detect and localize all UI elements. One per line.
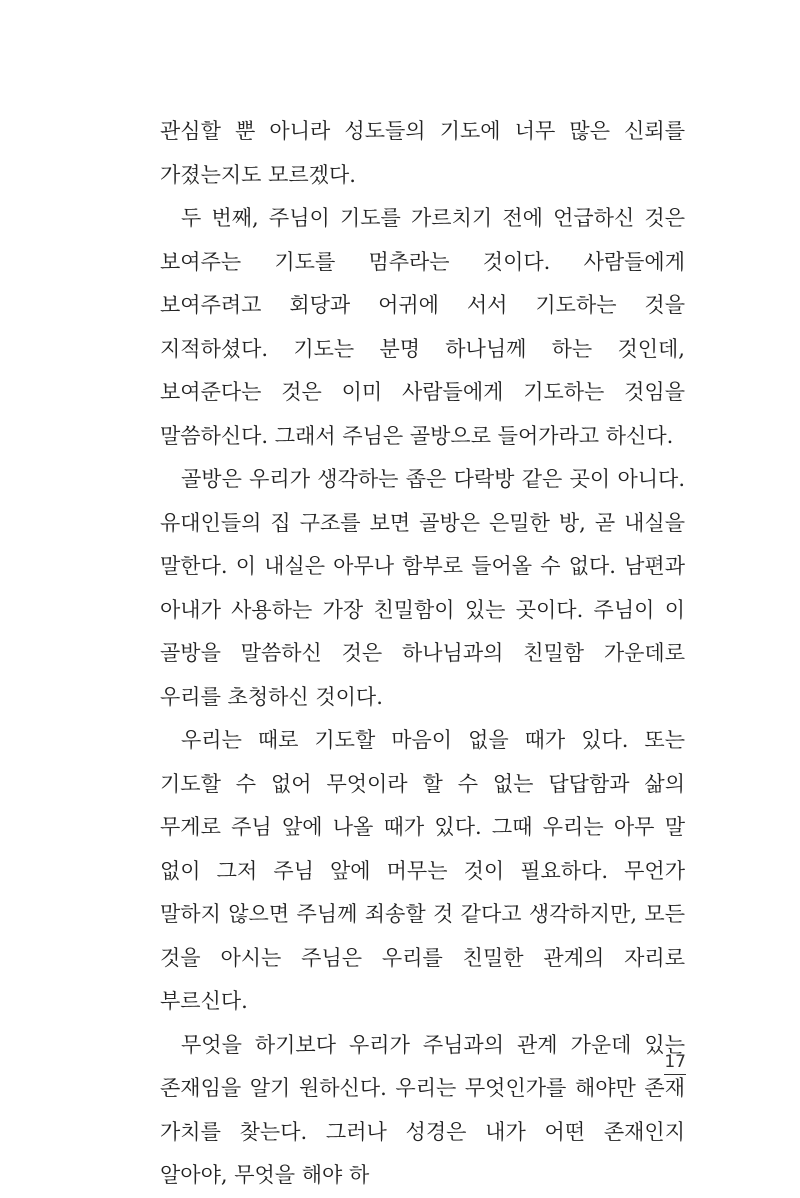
paragraph-2: 두 번째, 주님이 기도를 가르치기 전에 언급하신 것은 보여주는 기도를 멈추라는 것이다. 사람들에게 보여주려고 회당과 어귀에 서서 기도하는 것을 지적하셨다. 기도는 분명 하나님께 하는 것인데, 보여준다는 것은 이미 사람들에게 기도하는 것임을 말씀하신다. 그래서 주님은 골방으로 들어가라고 하신다.: [160, 206, 685, 448]
page-number-label: 17: [664, 1052, 686, 1075]
paragraph-3: 골방은 우리가 생각하는 좁은 다락방 같은 곳이 아니다. 유대인들의 집 구조를 보면 골방은 은밀한 방, 곧 내실을 말한다. 이 내실은 아무나 함부로 들어올 수 없다. 남편과 아내가 사용하는 가장 친밀함이 있는 곳이다. 주님이 이 골방을 말씀하신 것은 하나님과의 친밀함 가운데로 우리를 초청하신 것이다.: [160, 467, 685, 709]
body-text: [160, 110, 685, 1198]
paragraph-4: 우리는 때로 기도할 마음이 없을 때가 있다. 또는 기도할 수 없어 무엇이라 할 수 없는 답답함과 삶의 무게로 주님 앞에 나올 때가 있다. 그때 우리는 아무 말 없이 그저 주님 앞에 머무는 것이 필요하다. 무언가 말하지 않으면 주님께 죄송할 것 같다고 생각하지만, 모든 것을 아시는 주님은 우리를 친밀한 관계의 자리로 부르신다.: [160, 728, 685, 1013]
paragraph-1: 관심할 뿐 아니라 성도들의 기도에 너무 많은 신뢰를 가졌는지도 모르겠다.: [160, 119, 685, 187]
paragraph-5: 무엇을 하기보다 우리가 주님과의 관계 가운데 있는 존재임을 알기 원하신다. 우리는 무엇인가를 해야만 존재 가치를 찾는다. 그러나 성경은 내가 어떤 존재인지 알아야, 무엇을 해야 하: [160, 1032, 685, 1187]
page-number: [620, 1052, 686, 1075]
